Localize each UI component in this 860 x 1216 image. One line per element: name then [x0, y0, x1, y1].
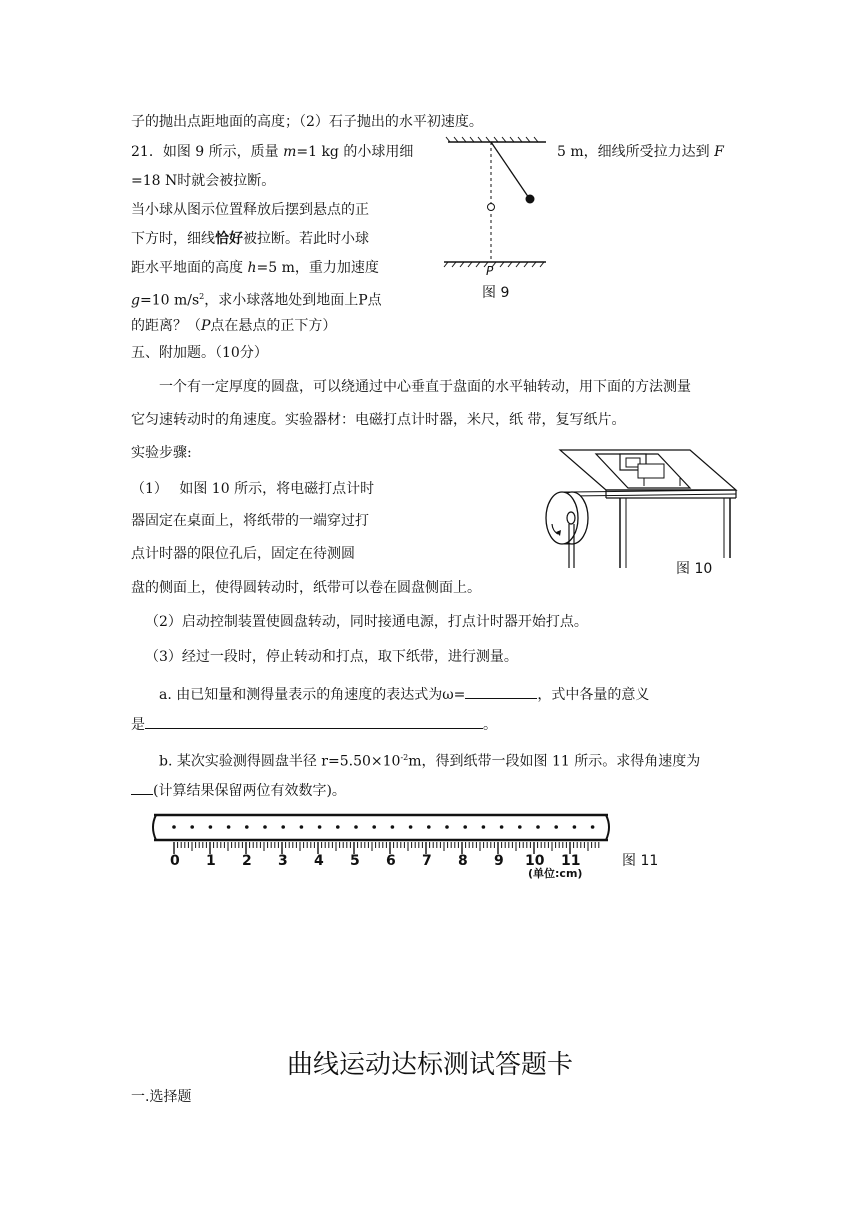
lowest-position — [488, 204, 495, 211]
tape-dot — [209, 825, 213, 829]
tape-right-end — [606, 815, 609, 840]
ruler-number: 1 — [206, 853, 216, 869]
tape-dot — [536, 825, 540, 829]
q21-line5: 距水平地面的高度 h=5 m，重力加速度 — [131, 260, 379, 276]
tape-dot — [409, 825, 413, 829]
tape-dot — [245, 825, 249, 829]
step-1-line-c: 点计时器的限位孔后，固定在待测圆 — [131, 546, 355, 562]
figure-9-pendulum — [436, 136, 554, 306]
tape-dot — [500, 825, 504, 829]
tape-dot — [427, 825, 431, 829]
ruler-number: 11 — [561, 853, 581, 869]
part-a-line-2: 是 。 — [131, 714, 497, 735]
step-2: （2）启动控制装置使圆盘转动，同时接通电源，打点计时器开始打点。 — [145, 614, 588, 630]
part-b-line-2: (计算结果保留两位有效数字)。 — [131, 780, 346, 801]
figure-9-caption: 图 9 — [482, 285, 510, 301]
step-1-line-b: 器固定在桌面上，将纸带的一端穿过打 — [131, 513, 369, 529]
meaning-answer-blank[interactable] — [145, 714, 483, 729]
tape-dot — [227, 825, 231, 829]
string — [491, 142, 529, 198]
tape-dots — [172, 825, 594, 829]
ruler-unit: (单位:cm) — [528, 867, 583, 880]
q21-line2: =18 N时就会被拉断。 — [131, 173, 276, 189]
tape-dot — [281, 825, 285, 829]
tape-dot — [518, 825, 522, 829]
q20-tail: 子的抛出点距地面的高度；（2）石子抛出的水平初速度。 — [131, 114, 483, 130]
tape-dot — [354, 825, 358, 829]
tape-left-end — [153, 815, 156, 840]
tape-dot — [482, 825, 486, 829]
tape-dot — [372, 825, 376, 829]
tape-dot — [591, 825, 595, 829]
figure-11-caption: 图 11 — [622, 853, 659, 869]
ruler-number: 9 — [494, 853, 504, 869]
q21-line1-right: 5 m，细线所受拉力达到 F — [557, 144, 724, 160]
step-1-line-a: （1） 如图 10 所示，将电磁打点计时 — [131, 481, 375, 497]
figure-10-caption: 图 10 — [676, 561, 713, 577]
tape-dot — [554, 825, 558, 829]
ruler-number: 2 — [242, 853, 252, 869]
point-p-label: P — [486, 264, 494, 278]
steps-label: 实验步骤: — [131, 445, 192, 461]
figure-10-apparatus — [540, 440, 740, 575]
step-1-line-d: 盘的侧面上，使得圆转动时，纸带可以卷在圆盘侧面上。 — [131, 580, 481, 596]
step-3: （3）经过一段时，停止转动和打点，取下纸带，进行测量。 — [145, 649, 518, 665]
tape-dot — [300, 825, 304, 829]
answer-card-section-1: 一.选择题 — [131, 1089, 192, 1105]
tape-dot — [463, 825, 467, 829]
ruler-number: 7 — [422, 853, 432, 869]
tape-dot — [318, 825, 322, 829]
section-5-para-1: 一个有一定厚度的圆盘，可以绕通过中心垂直于盘面的水平轴转动，用下面的方法测量 — [159, 379, 691, 395]
answer-card-title: 曲线运动达标测试答题卡 — [286, 1050, 573, 1080]
ruler-number: 3 — [278, 853, 288, 869]
q21-line4: 下方时，细线恰好被拉断。若此时小球 — [131, 231, 369, 247]
tape-dot — [172, 825, 176, 829]
ruler-number: 8 — [458, 853, 468, 869]
tape-dot — [391, 825, 395, 829]
q21-line1-left: 21．如图 9 所示，质量 m=1 kg 的小球用细 — [131, 144, 414, 160]
omega-answer-blank[interactable] — [465, 684, 537, 699]
ruler-number: 0 — [170, 853, 180, 869]
angular-velocity-blank[interactable] — [131, 780, 153, 795]
part-b-line-1: b. 某次实验测得圆盘半径 $r=5.50\times 10^{-2}m$，得到纸带一段如图 11 所示。求得角速度为 — [159, 753, 701, 770]
ruler-number: 6 — [386, 853, 396, 869]
q21-line3: 当小球从图示位置释放后摆到悬点的正 — [131, 202, 369, 218]
tape-dot — [263, 825, 267, 829]
axle — [567, 512, 575, 524]
ruler-number: 5 — [350, 853, 360, 869]
q21-line7: 的距离？（P点在悬点的正下方） — [131, 318, 337, 334]
tape-dot — [445, 825, 449, 829]
section-5-heading: 五、附加题。（10分） — [131, 345, 268, 361]
ball — [526, 195, 535, 204]
ruler-number: 4 — [314, 853, 324, 869]
section-5-para-2: 它匀速转动时的角速度。实验器材：电磁打点计时器，米尺，纸 带，复写纸片。 — [131, 412, 626, 428]
tape-dot — [336, 825, 340, 829]
part-a-line-1: a. 由已知量和测得量表示的角速度的表达式为ω= ，式中各量的意义 — [159, 684, 649, 705]
ruler-number: 10 — [525, 853, 545, 869]
tape-dot — [190, 825, 194, 829]
q21-line6: g=10 $m/s^2$，求小球落地处到地面上P点 — [131, 292, 382, 309]
tape-dot — [573, 825, 577, 829]
